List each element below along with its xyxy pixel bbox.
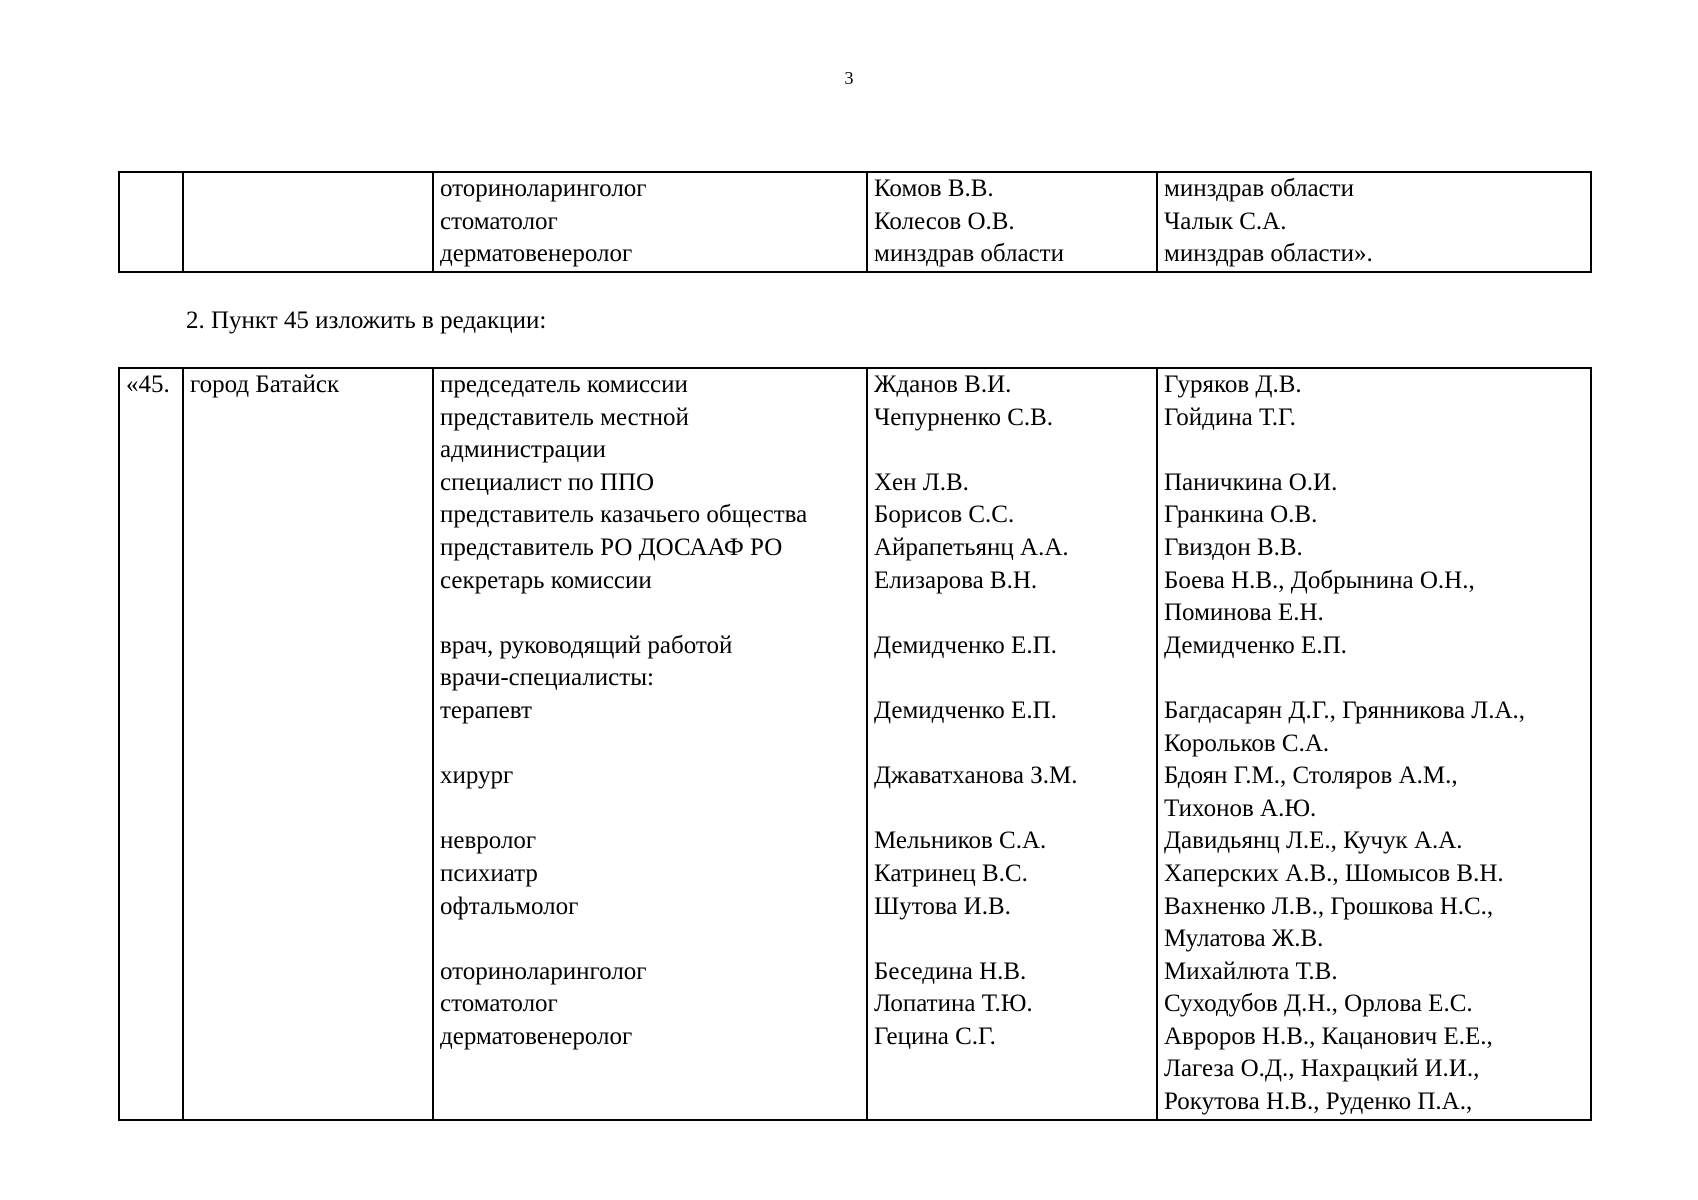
reserve-text: Чалык С.А. [1164,207,1287,235]
cell-reserves [1157,368,1591,1120]
role-text [440,728,862,761]
role-text: дерматовенеролог [440,240,633,268]
reserve-text: Поминова Е.Н. [1164,599,1324,627]
reserve-text: Михайлюта Т.В. [1164,957,1338,985]
member-text [874,1053,1152,1086]
role-text [440,793,862,826]
role-text: стоматолог [440,990,558,1018]
reserve-text: Бдоян Г.М., Столяров А.М., [1164,762,1458,790]
reserve-text: Боева Н.В., Добрынина О.Н., [1164,566,1475,594]
member-text: Шутова И.В. [874,892,1011,920]
member-text [874,793,1152,826]
cell-city [183,172,433,272]
role-text: психиатр [440,859,538,887]
member-text [874,923,1152,956]
member-text: Колесов О.В. [874,207,1015,235]
reserve-text: Рокутова Н.В., Руденко П.А., [1164,1088,1473,1116]
member-text: Борисов С.С. [874,501,1015,529]
role-text: врачи-специалисты: [440,664,654,692]
reserve-text: Гуряков Д.В. [1164,371,1302,398]
reserve-text: Авроров Н.В., Кацанович Е.Е., [1164,1022,1493,1050]
cell-roles [433,368,867,1120]
member-text: минздрав области [874,240,1064,268]
role-text: дерматовенеролог [440,1022,633,1050]
member-text [874,662,1152,695]
reserve-text: Мулатова Ж.В. [1164,925,1324,953]
member-text: Демидченко Е.П. [874,696,1057,724]
reserve-text: Давидьянц Л.Е., Кучук А.А. [1164,827,1463,855]
cell-members [867,172,1157,272]
role-text [440,923,862,956]
role-text: оториноларинголог [440,957,647,985]
table-row [119,172,1591,272]
role-text: представитель казачьего общества [440,501,808,529]
reserve-text: Демидченко Е.П. [1164,631,1347,659]
reserve-text: Корольков С.А. [1164,729,1330,757]
role-text: представитель РО ДОСААФ РО [440,533,783,561]
reserve-text [1164,434,1586,467]
member-text: Комов В.В. [874,175,994,202]
member-text: Мельников С.А. [874,827,1047,855]
member-text: Лопатина Т.Ю. [874,990,1033,1018]
reserve-text: Лагеза О.Д., Нахрацкий И.И., [1164,1055,1480,1083]
cell-number: «45. [119,368,183,1120]
role-text: оториноларинголог [440,175,647,202]
member-text [874,597,1152,630]
role-text: представитель местной [440,403,689,431]
member-text: Гецина С.Г. [874,1022,996,1050]
reserve-text: Тихонов А.Ю. [1164,794,1317,822]
member-text: Демидченко Е.П. [874,631,1057,659]
member-text: Елизарова В.Н. [874,566,1038,594]
cell-city: город Батайск [183,368,433,1120]
role-text: офтальмолог [440,892,579,920]
member-text: Катринец В.С. [874,859,1028,887]
reserve-text [1164,662,1586,695]
member-text: Айрапетьянц А.А. [874,533,1069,561]
table-main [118,367,1592,1121]
reserve-text: Багдасарян Д.Г., Грянникова Л.А., [1164,696,1526,724]
role-text: хирург [440,762,514,790]
role-text: врач, руководящий работой [440,631,733,659]
member-text: Беседина Н.В. [874,957,1027,985]
reserve-text: минздрав области [1164,175,1354,202]
reserve-text: Гвиздон В.В. [1164,533,1303,561]
member-text: Чепурненко С.В. [874,403,1054,431]
role-text: секретарь комиссии [440,566,652,594]
reserve-text: Вахненко Л.В., Грошкова Н.С., [1164,892,1494,920]
cell-roles [433,172,867,272]
member-text [874,728,1152,761]
reserve-text: минздрав области». [1164,240,1373,268]
role-text: стоматолог [440,207,558,235]
reserve-text: Гойдина Т.Г. [1164,403,1296,431]
cell-reserves [1157,172,1591,272]
reserve-text: Гранкина О.В. [1164,501,1318,529]
reserve-text: Суходубов Д.Н., Орлова Е.С. [1164,990,1473,1018]
role-text [440,597,862,630]
member-text: Хен Л.В. [874,468,969,496]
role-text: администрации [440,436,606,464]
member-text: Джаватханова З.М. [874,762,1078,790]
member-text [874,1086,1152,1119]
page-number: 3 [844,68,854,88]
reserve-text: Паничкина О.И. [1164,468,1338,496]
table-row [119,368,1591,1120]
role-text: председатель комиссии [440,371,688,398]
reserve-text: Хаперских А.В., Шомысов В.Н. [1164,859,1504,887]
role-text [440,1086,862,1119]
role-text: терапевт [440,696,532,724]
cell-number [119,172,183,272]
member-text: Жданов В.И. [874,371,1012,398]
paragraph-text: 2. Пункт 45 изложить в редакции: [186,307,547,334]
member-text [874,434,1152,467]
table-top [118,171,1592,273]
cell-members [867,368,1157,1120]
role-text: невролог [440,827,537,855]
role-text: специалист по ППО [440,468,655,496]
role-text [440,1053,862,1086]
